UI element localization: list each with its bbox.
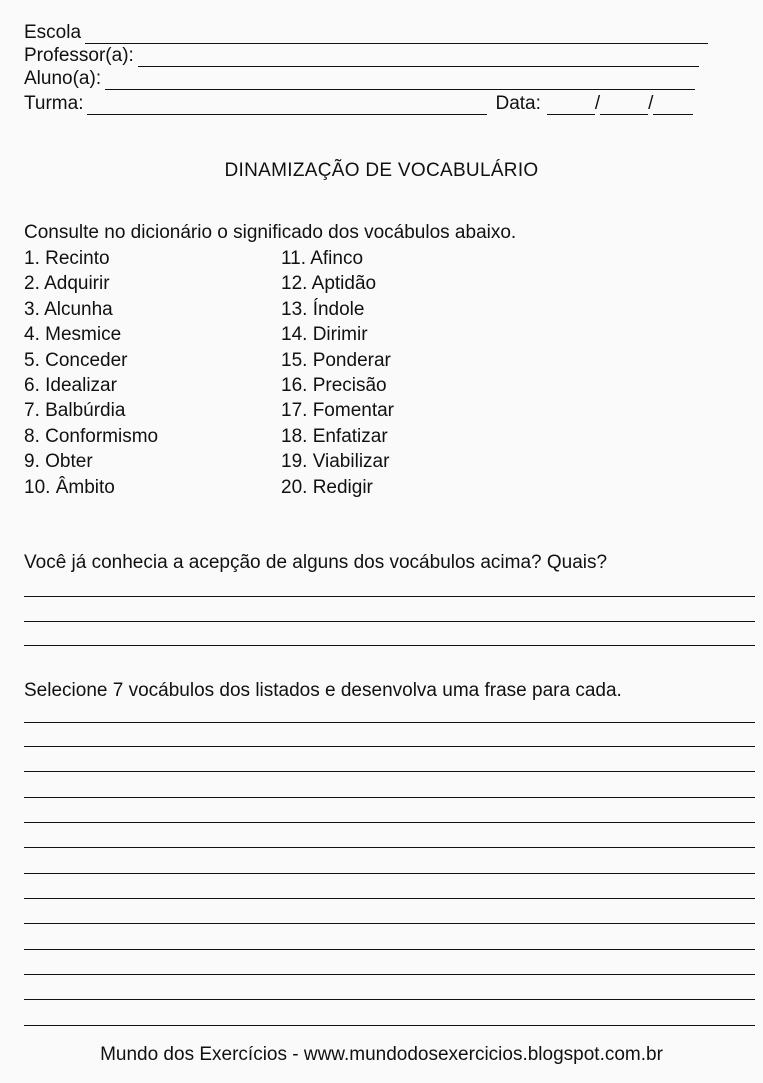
- word-list-column-2: [281, 246, 394, 500]
- word-item: 17. Fomentar: [281, 400, 394, 422]
- answer-line[interactable]: [24, 722, 755, 723]
- word-item: 15. Ponderar: [281, 349, 391, 371]
- word-item: 11. Afinco: [281, 248, 364, 269]
- word-item: 4. Mesmice: [24, 324, 122, 346]
- date-separator: /: [594, 93, 601, 114]
- word-item: 12. Aptidão: [281, 273, 377, 295]
- word-item: 3. Alcunha: [24, 298, 113, 320]
- word-item: 10. Âmbito: [24, 476, 115, 498]
- class-blank-line[interactable]: [87, 97, 487, 115]
- answer-line[interactable]: [24, 645, 755, 646]
- teacher-field: [24, 45, 699, 67]
- word-list-column-1: [24, 246, 158, 500]
- word-item: 2. Adquirir: [24, 273, 110, 295]
- school-field: [24, 22, 708, 44]
- answer-line[interactable]: [24, 746, 755, 747]
- word-item: 6. Idealizar: [24, 374, 117, 396]
- word-item: 18. Enfatizar: [281, 425, 388, 447]
- question-1: Você já conhecia a acepção de alguns dos vocábulos acima? Quais?: [24, 552, 608, 573]
- footer-credit: Mundo dos Exercícios - www.mundodosexercicios.blogspot.com.br: [100, 1044, 663, 1065]
- date-separator: /: [648, 93, 654, 114]
- date-month-blank[interactable]: [600, 97, 648, 115]
- question-2: Selecione 7 vocábulos dos listados e desenvolva uma frase para cada.: [24, 680, 622, 701]
- date-year-blank[interactable]: [653, 97, 693, 115]
- word-item: 20. Redigir: [281, 476, 373, 498]
- answer-line[interactable]: [24, 898, 755, 899]
- class-label: Turma:: [24, 93, 84, 114]
- date-label: Data:: [495, 93, 541, 114]
- instruction-text: Consulte no dicionário o significado dos vocábulos abaixo.: [24, 222, 517, 243]
- word-item: 14. Dirimir: [281, 324, 368, 346]
- answer-line[interactable]: [24, 797, 755, 798]
- teacher-blank-line[interactable]: [138, 49, 699, 67]
- word-item: 5. Conceder: [24, 349, 128, 371]
- answer-line[interactable]: [24, 771, 755, 772]
- answer-line[interactable]: [24, 949, 755, 950]
- answer-line[interactable]: [24, 873, 755, 874]
- answer-line[interactable]: [24, 1025, 755, 1026]
- answer-line[interactable]: [24, 596, 755, 597]
- worksheet-title: DINAMIZAÇÃO DE VOCABULÁRIO: [224, 160, 539, 181]
- word-item: 19. Viabilizar: [281, 451, 390, 473]
- word-item: 13. Índole: [281, 298, 365, 320]
- answer-line[interactable]: [24, 974, 755, 975]
- school-label: Escola: [24, 22, 82, 43]
- word-item: 16. Precisão: [281, 374, 387, 396]
- student-blank-line[interactable]: [105, 72, 695, 90]
- teacher-label: Professor(a):: [24, 45, 134, 66]
- student-label: Aluno(a):: [24, 68, 102, 89]
- answer-line[interactable]: [24, 999, 755, 1000]
- answer-line[interactable]: [24, 822, 755, 823]
- class-date-field: [24, 93, 693, 115]
- word-item: 9. Obter: [24, 451, 93, 473]
- word-item: 7. Balbúrdia: [24, 400, 126, 422]
- word-item: 8. Conformismo: [24, 425, 159, 447]
- date-day-blank[interactable]: [547, 97, 595, 115]
- answer-line[interactable]: [24, 923, 755, 924]
- word-item: 1. Recinto: [24, 248, 110, 269]
- answer-line[interactable]: [24, 847, 755, 848]
- answer-line[interactable]: [24, 621, 755, 622]
- school-blank-line[interactable]: [85, 26, 708, 44]
- student-field: [24, 68, 695, 90]
